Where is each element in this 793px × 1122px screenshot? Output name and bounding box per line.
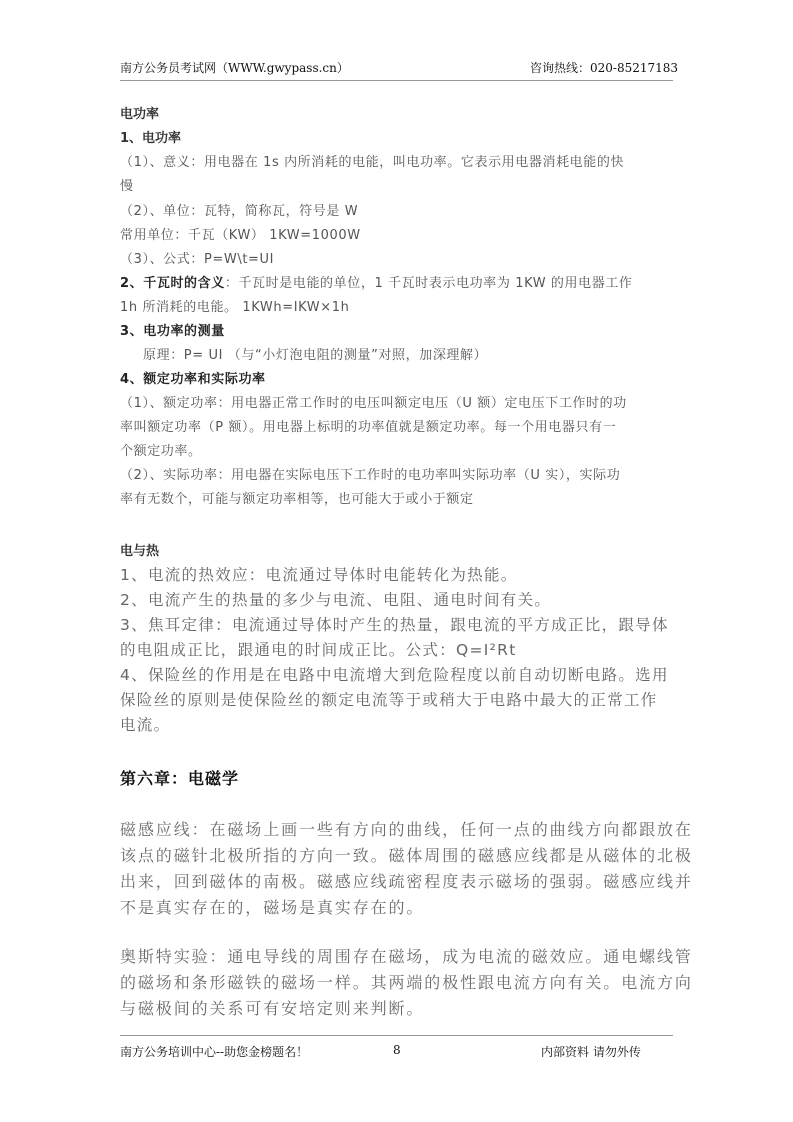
power-measure-principle: 原理：P= UI （与“小灯泡电阻的测量”对照，加深理解） <box>143 348 488 363</box>
kwh-meaning-text: ：千瓦时是电能的单位，1 千瓦时表示电功率为 1KW 的用电器工作 <box>224 276 633 291</box>
section-title-power: 电功率 <box>120 107 160 122</box>
page-number: 8 <box>393 1043 401 1057</box>
power-formula-line: （3）、公式：P=W\t=UI <box>120 252 275 267</box>
oersted-line3: 与磁极间的关系可有安培定则来判断。 <box>120 999 425 1018</box>
subsection-power-title: 1、电功率 <box>120 131 182 146</box>
chapter-title: 第六章：电磁学 <box>120 769 240 788</box>
rated-power-line1: （1）、额定功率：用电器正常工作时的电压叫额定电压（U 额）定电压下工作时的功 <box>120 396 627 411</box>
kwh-meaning-line1 <box>120 272 633 291</box>
subsection-power-measure-title <box>120 320 225 339</box>
subsection-rated-actual-title <box>120 368 266 387</box>
rated-actual-label: 4、额定功率和实际功率 <box>120 372 266 387</box>
power-unit-line: （2）、单位：瓦特，简称瓦，符号是 W <box>120 204 359 219</box>
power-common-unit-line: 常用单位：千瓦（KW） 1KW=1000W <box>120 228 361 243</box>
rated-power-line2: 率叫额定功率（P 额）。用电器上标明的功率值就是额定功率。每一个用电器只有一 <box>120 420 617 435</box>
heat-item-4-line2: 保险丝的原则是使保险丝的额定电流等于或稍大于电路中最大的正常工作 <box>120 691 658 709</box>
footer-notice: 内部资料 请勿外传 <box>541 1045 641 1059</box>
heat-item-4-line3: 电流。 <box>120 716 171 734</box>
actual-power-line2: 率有无数个，可能与额定功率相等，也可能大于或小于额定 <box>120 492 474 507</box>
oersted-line1: 奥斯特实验：通电导线的周围存在磁场，成为电流的磁效应。通电螺线管 <box>120 947 693 966</box>
actual-power-line1: （2）、实际功率：用电器在实际电压下工作时的电功率叫实际功率（U 实），实际功 <box>120 468 621 483</box>
magnetic-lines-line3: 出来，回到磁体的南极。磁感应线疏密程度表示磁场的强弱。磁感应线并 <box>120 872 693 891</box>
section-title-heat: 电与热 <box>120 544 160 559</box>
heat-item-2: 2、电流产生的热量的多少与电流、电阻、通电时间有关。 <box>120 591 552 609</box>
kwh-meaning-line2: 1h 所消耗的电能。 1KWh=IKW×1h <box>120 300 350 315</box>
heat-item-1: 1、电流的热效应：电流通过导体时电能转化为热能。 <box>120 566 518 584</box>
heat-item-3-line2: 的电阻成正比，跟通电的时间成正比。公式：Q=I²Rt <box>120 641 517 659</box>
power-meaning-line2: 慢 <box>120 179 134 194</box>
power-measure-label: 3、电功率的测量 <box>120 324 225 339</box>
kwh-meaning-label: 2、千瓦时的含义 <box>120 276 225 291</box>
footer-divider <box>120 1035 673 1036</box>
magnetic-lines-line2: 该点的磁针北极所指的方向一致。磁体周围的磁感应线都是从磁体的北极 <box>120 846 693 865</box>
magnetic-lines-line1: 磁感应线：在磁场上画一些有方向的曲线，任何一点的曲线方向都跟放在 <box>120 820 693 839</box>
footer-slogan: 南方公务培训中心--助您金榜题名！ <box>120 1045 309 1059</box>
rated-power-line3: 个额定功率。 <box>120 444 202 459</box>
heat-item-4-line1: 4、保险丝的作用是在电路中电流增大到危险程度以前自动切断电路。选用 <box>120 666 669 684</box>
heat-item-3-line1: 3、焦耳定律：电流通过导体时产生的热量，跟电流的平方成正比，跟导体 <box>120 616 669 634</box>
magnetic-lines-line4: 不是真实存在的，磁场是真实存在的。 <box>120 898 425 917</box>
header-divider <box>120 80 673 81</box>
oersted-line2: 的磁场和条形磁铁的磁场一样。其两端的极性跟电流方向有关。电流方向 <box>120 973 693 992</box>
header-hotline: 咨询热线：020-85217183 <box>530 61 679 75</box>
power-meaning-line1: （1）、意义：用电器在 1s 内所消耗的电能，叫电功率。它表示用电器消耗电能的快 <box>120 155 625 170</box>
header-site-name: 南方公务员考试网（WWW.gwypass.cn） <box>120 61 349 75</box>
